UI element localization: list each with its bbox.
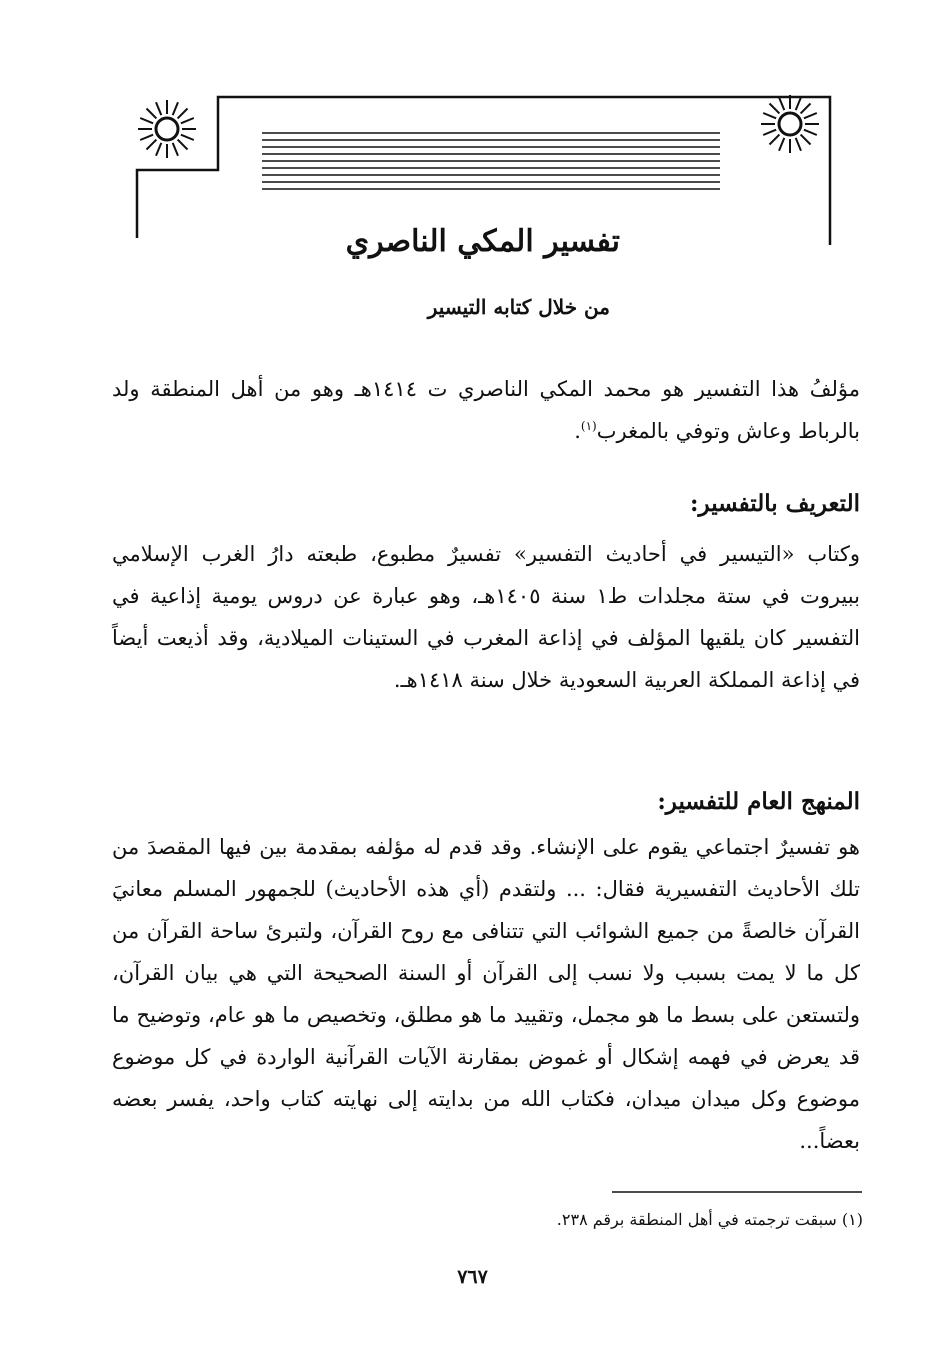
page-number: ٧٦٧: [457, 1266, 488, 1288]
intro-end: .: [574, 419, 581, 443]
footnote-marker: (١): [841, 1210, 863, 1229]
section-paragraph-definition: وكتاب «التيسير في أحاديث التفسير» تفسيرٌ مطبوع، طبعته دارُ الغرب الإسلامي ببيروت في ستة مجلدات ط١ سنة ١٤٠٥هـ، وهو عبارة عن دروس يومية إذاعية في التفسير كان يلقيها المؤلف في إذاعة المغرب في الستينات الميلادية، وقد أذيعت أيضاً في إذاعة المملكة العربية السعودية خلال سنة ١٤١٨هـ.: [112, 542, 860, 692]
page-subtitle: من خلال كتابه التيسير: [427, 295, 610, 319]
intro-text: مؤلفُ هذا التفسير هو محمد المكي الناصري ت ١٤١٤هـ وهو من أهل المنطقة ولد بالرباط وعاش وتوفي بالمغرب: [112, 377, 860, 443]
section-heading-methodology: المنهج العام للتفسير:: [657, 788, 860, 815]
section-paragraph-methodology: هو تفسيرٌ اجتماعي يقوم على الإنشاء. وقد قدم له مؤلفه بمقدمة بين فيها المقصدَ من تلك الأحاديث التفسيرية فقال: ... ولتقدم (أي هذه الأحاديث) للجمهور المسلم معانيَ القرآن خالصةً من جميع الشوائب التي تتنافى مع روح القرآن، ولتبرئ ساحة القرآن من كل ما لا يمت بسبب ولا نسب إلى القرآن أو السنة الصحيحة التي هي بيان القرآن، ولتستعن على بسط ما هو مجمل، وتقييد ما هو مطلق، وتخصيص ما هو عام، وتوضيح ما قد يعرض في فهمه إشكال أو غموض بمقارنة الآيات القرآنية الواردة في كل موضوع موضوع وكل ميدان ميدان، فكتاب الله من بدايته إلى نهايته كتاب واحد، يفسر بعضه بعضاً...: [112, 835, 860, 1153]
header-rule-lines: [262, 133, 720, 189]
page-title: تفسير المكي الناصري: [345, 224, 620, 259]
footnote: [300, 1206, 863, 1234]
section-heading-definition: التعريف بالتفسير:: [690, 490, 860, 517]
sun-ornament-right: [761, 95, 819, 153]
sun-ornament-left: [138, 100, 196, 158]
intro-paragraph: [112, 368, 860, 452]
footnote-reference[interactable]: (١): [580, 419, 597, 433]
footnote-text: سبقت ترجمته في أهل المنطقة برقم ٢٣٨.: [556, 1210, 837, 1229]
